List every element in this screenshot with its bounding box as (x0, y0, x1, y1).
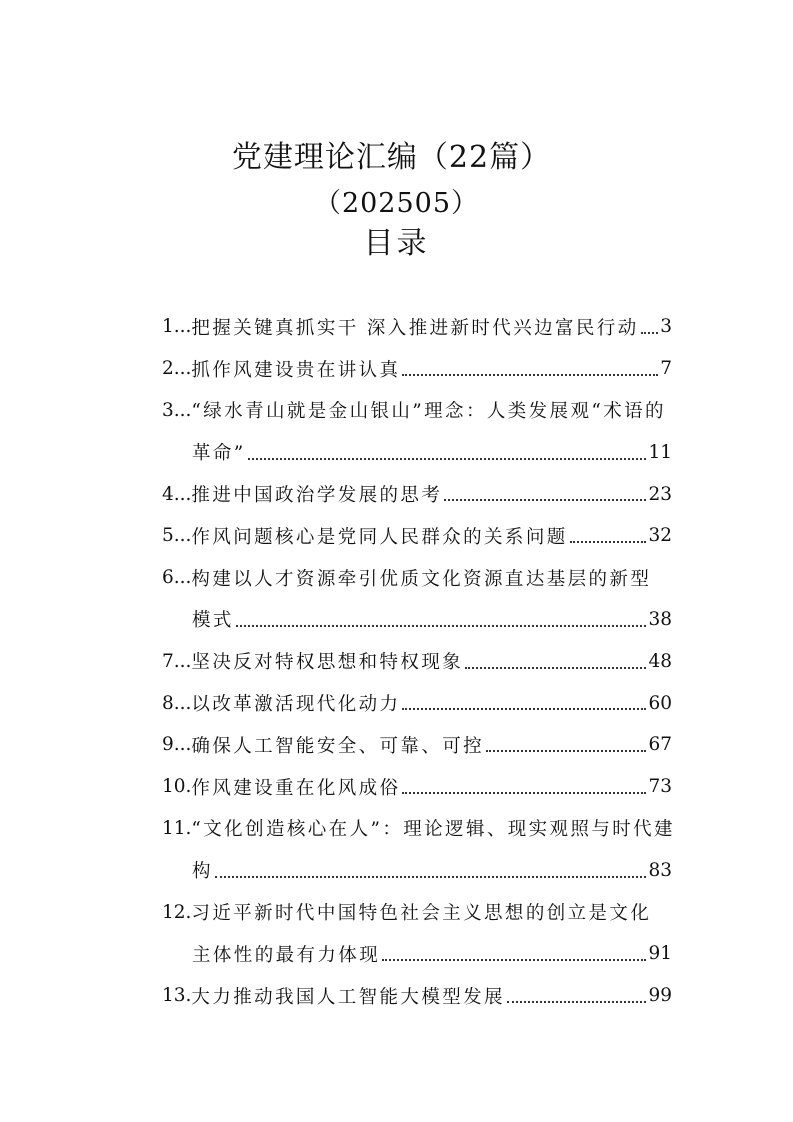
toc-page-number: 23 (648, 483, 672, 505)
toc-leader-dots (486, 732, 646, 753)
toc-leader-dots (507, 982, 647, 1003)
toc-entry-title: 以改革激活现代化动力 (191, 694, 401, 716)
toc-entry-number: 1... (162, 316, 192, 338)
toc-leader-dots (382, 941, 646, 962)
toc-entry-title: 把握关键真抓实干 深入推进新时代兴边富民行动 (191, 317, 639, 339)
toc-entry-number: 10. (162, 776, 192, 798)
toc-entry-line[interactable] (162, 933, 672, 975)
toc-entry-line[interactable] (162, 975, 672, 1017)
document-date: （202505） (313, 188, 480, 219)
toc-entry-number: 6... (162, 567, 192, 589)
toc-page-number: 83 (648, 859, 672, 881)
toc-entry-title: 抓作风建设贵在讲认真 (191, 359, 401, 381)
toc-leader-dots (402, 690, 646, 711)
toc-entry-line[interactable] (162, 515, 672, 557)
toc-leader-dots (570, 523, 647, 544)
toc-leader-dots (236, 606, 647, 627)
toc-entry-number: 4... (162, 483, 192, 505)
toc-entry-line[interactable] (162, 766, 672, 808)
toc-leader-dots (641, 314, 659, 335)
toc-entry-title: 确保人工智能安全、可靠、可控 (191, 735, 485, 757)
toc-entry-title: 作风建设重在化风成俗 (191, 777, 401, 799)
toc-page-number: 99 (648, 985, 672, 1007)
toc-entry-title: 大力推动我国人工智能大模型发展 (191, 986, 505, 1008)
toc-entry-number: 8... (162, 692, 192, 714)
toc-entry-title: 作风问题核心是党同人民群众的关系问题 (191, 526, 568, 548)
toc-entry-title: 习近平新时代中国特色社会主义思想的创立是文化 (191, 903, 652, 925)
toc-entry-line[interactable] (162, 808, 675, 850)
toc-entry-title: 推进中国政治学发展的思考 (191, 485, 443, 507)
toc-entry-title: 构 (192, 861, 213, 883)
toc-entry-line[interactable] (162, 849, 672, 891)
toc-page-number: 38 (648, 608, 672, 630)
toc-leader-dots (402, 773, 646, 794)
toc-entry-title: 革命” (192, 443, 246, 465)
toc-heading: 目录 (363, 226, 430, 261)
toc-page-number: 7 (660, 358, 672, 380)
toc-page-number: 73 (648, 776, 672, 798)
toc-entry-number: 13. (162, 985, 192, 1007)
toc-entry-line[interactable] (162, 431, 672, 473)
toc-entry-line[interactable] (162, 348, 672, 390)
toc-page-number: 11 (648, 441, 672, 463)
toc-entry-number: 5... (162, 525, 192, 547)
toc-entry-line[interactable] (162, 682, 672, 724)
table-of-contents (162, 306, 675, 1017)
toc-entry-title: “绿水青山就是金山银山”理念：人类发展观“术语的 (191, 401, 666, 423)
toc-entry-number: 2... (162, 358, 192, 380)
toc-entry-title: 坚决反对特权思想和特权现象 (191, 652, 464, 674)
toc-page-number: 48 (648, 650, 672, 672)
document-title: 党建理论汇编（22篇） (231, 140, 552, 175)
toc-entry-line[interactable] (162, 599, 672, 641)
toc-entry-line[interactable] (162, 891, 672, 933)
toc-leader-dots (465, 648, 646, 669)
toc-leader-dots (444, 481, 646, 502)
toc-leader-dots (215, 857, 647, 878)
toc-page-number: 60 (648, 692, 672, 714)
toc-leader-dots (402, 355, 658, 376)
toc-entry-line[interactable] (162, 473, 672, 515)
toc-entry-title: 构建以人才资源牵引优质文化资源直达基层的新型 (191, 568, 652, 590)
toc-leader-dots (248, 439, 647, 460)
toc-page-number: 67 (648, 734, 672, 756)
toc-page-number: 91 (648, 943, 672, 965)
toc-entry-number: 3... (162, 399, 192, 421)
toc-entry-line[interactable] (162, 640, 672, 682)
toc-page-number: 3 (660, 316, 672, 338)
toc-entry-number: 12. (162, 901, 192, 923)
toc-entry-title: 模式 (192, 610, 234, 632)
toc-entry-number: 9... (162, 734, 192, 756)
toc-entry-title: “文化创造核心在人”：理论逻辑、现实观照与时代建 (191, 819, 675, 841)
toc-entry-number: 7... (162, 650, 192, 672)
toc-entry-number: 11. (162, 817, 192, 839)
toc-entry-line[interactable] (162, 306, 672, 348)
toc-page-number: 32 (648, 525, 672, 547)
toc-entry-line[interactable] (162, 557, 672, 599)
toc-entry-line[interactable] (162, 390, 672, 432)
toc-entry-title: 主体性的最有力体现 (192, 944, 381, 966)
toc-entry-line[interactable] (162, 724, 672, 766)
